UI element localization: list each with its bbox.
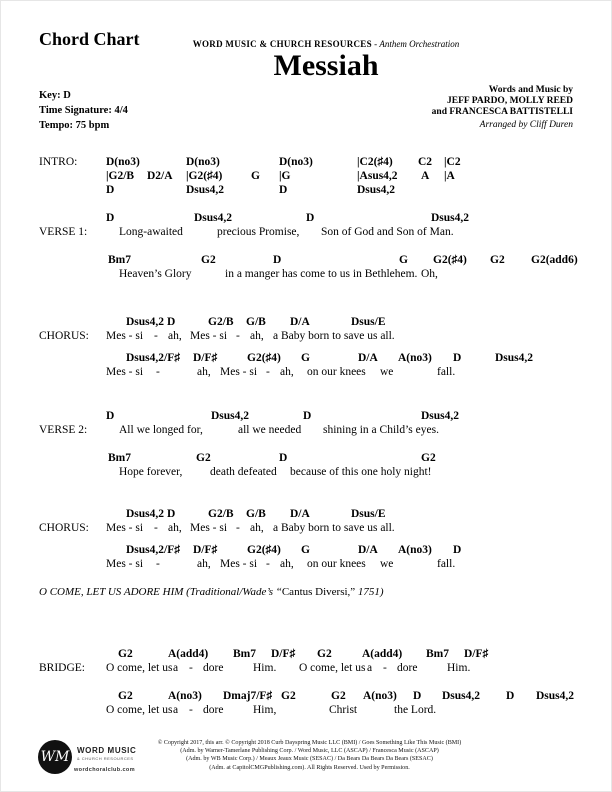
chord: Dsus4,2 — [211, 410, 250, 422]
credit-intro: Words and Music by — [488, 85, 573, 95]
chord: G — [399, 254, 408, 266]
chord: D/F♯ — [193, 544, 218, 556]
chord: A(add4) — [362, 648, 403, 660]
chord: D — [273, 254, 282, 266]
lyric-line — [1, 662, 612, 676]
lyric-segment: 1751) — [355, 586, 384, 598]
chord: D/F♯ — [464, 648, 489, 660]
time-signature-line: Time Signature: 4/4 — [39, 105, 128, 116]
chord: Dsus4,2 — [194, 212, 233, 224]
chord: Bm7 — [108, 254, 131, 266]
chord: D2/A — [147, 170, 173, 182]
lyric-segment: a — [173, 662, 179, 674]
lyric-line — [1, 226, 612, 240]
chord: G2(add6) — [531, 254, 578, 266]
lyric-segment: Christ — [329, 704, 358, 716]
note-line — [1, 586, 612, 600]
chord: G2 — [118, 690, 133, 702]
logo-website: wordchoralclub.com — [74, 767, 135, 773]
publisher-separator: - — [371, 39, 380, 49]
lyric-line — [1, 330, 612, 344]
chord: |G — [279, 170, 291, 182]
chord: D — [306, 212, 315, 224]
chord: Dsus/E — [351, 316, 386, 328]
lyric-segment: Him. — [253, 662, 277, 674]
chord: G2 — [317, 648, 332, 660]
section-label: CHORUS: — [39, 522, 89, 534]
lyric-segment: Mes - si — [106, 558, 144, 570]
chord-line — [1, 316, 612, 330]
lyric-segment: - — [266, 366, 270, 378]
publisher-line — [81, 39, 571, 49]
chord: D — [106, 212, 115, 224]
chord: |A — [444, 170, 455, 182]
lyric-segment: dore — [203, 704, 224, 716]
lyric-segment: Him. — [447, 662, 471, 674]
lyric-segment: Mes - si — [220, 366, 258, 378]
chord: G2 — [421, 452, 436, 464]
chord: D — [506, 690, 515, 702]
credits-block — [432, 85, 573, 131]
credit-authors-2: and FRANCESCA BATTISTELLI — [431, 107, 573, 117]
lyric-segment: we — [380, 366, 394, 378]
lyric-segment: Mes - si — [190, 522, 228, 534]
chord: |C2(♯4) — [357, 156, 393, 168]
chord: D/F♯ — [271, 648, 296, 660]
word-music-logo-icon: WM — [38, 740, 72, 774]
lyric-segment: because of this one holy night! — [290, 466, 432, 478]
lyric-segment: Mes - si — [106, 330, 144, 342]
lyric-segment: Mes - si — [220, 558, 258, 570]
lyric-segment: Son of God and Son of Man. — [321, 226, 454, 238]
lyric-segment: ah, — [250, 522, 264, 534]
publisher-name: WORD MUSIC & CHURCH RESOURCES — [192, 39, 372, 49]
chord: A(no3) — [398, 352, 432, 364]
chord: G2/B — [208, 508, 234, 520]
lyric-segment: ah, — [168, 522, 182, 534]
chord: D — [106, 184, 115, 196]
lyric-segment: ah, — [250, 330, 264, 342]
lyric-segment: on our knees — [307, 366, 366, 378]
chord: A(no3) — [168, 690, 202, 702]
lyric-segment: the Lord. — [394, 704, 437, 716]
chord: Dsus4,2/F♯ — [126, 544, 180, 556]
lyric-segment: has come to us in Bethlehem. — [282, 268, 418, 280]
lyric-segment: Long-awaited — [119, 226, 183, 238]
chord: G2 — [331, 690, 346, 702]
chord: D — [167, 508, 176, 520]
logo-text-block — [77, 746, 136, 761]
chord-line — [1, 156, 612, 170]
lyric-segment: - — [266, 558, 270, 570]
chord: D — [453, 544, 462, 556]
lyric-segment: - — [236, 522, 240, 534]
lyric-segment: ah, — [168, 330, 182, 342]
tempo-line: Tempo: 75 bpm — [39, 120, 110, 131]
lyric-segment: - — [154, 330, 158, 342]
lyric-segment: Heaven’s Glory — [119, 268, 192, 280]
chord: G — [301, 352, 310, 364]
chord: A(add4) — [168, 648, 209, 660]
chord: A(no3) — [398, 544, 432, 556]
lyric-segment: Him, — [253, 704, 277, 716]
chord: D/A — [358, 352, 378, 364]
chord: Dmaj7/F♯ — [223, 690, 273, 702]
chord-line — [1, 452, 612, 466]
chord: G2(♯4) — [247, 544, 281, 556]
chord-line — [1, 254, 612, 268]
lyric-line — [1, 424, 612, 438]
lyric-segment: - — [236, 330, 240, 342]
lyric-segment: a Baby born to save us all. — [273, 522, 395, 534]
chord: Dsus4,2 — [495, 352, 534, 364]
credit-authors-1: JEFF PARDO, MOLLY REED — [447, 96, 573, 106]
lyric-segment: - — [156, 366, 160, 378]
chord: Bm7 — [108, 452, 131, 464]
chord: G — [301, 544, 310, 556]
lyric-segment: shining in a Child’s eyes. — [323, 424, 439, 436]
lyric-line — [1, 558, 612, 572]
chord: G — [251, 170, 260, 182]
key-line: Key: D — [39, 90, 71, 101]
lyric-segment: precious Promise, — [217, 226, 300, 238]
lyric-segment: O come, let us — [106, 704, 173, 716]
chord: |Asus4,2 — [357, 170, 398, 182]
lyric-segment: a — [173, 704, 179, 716]
lyric-segment: on our knees — [307, 558, 366, 570]
lyric-segment: O come, let us — [299, 662, 366, 674]
chord: G2 — [118, 648, 133, 660]
song-title: Messiah — [273, 49, 379, 82]
chord: G2 — [490, 254, 505, 266]
chord-line — [1, 508, 612, 522]
section-label: CHORUS: — [39, 330, 89, 342]
lyric-segment: Hope forever, — [119, 466, 183, 478]
chord: D/F♯ — [193, 352, 218, 364]
lyric-segment: ah, — [280, 558, 294, 570]
chord: Dsus4,2 — [126, 316, 165, 328]
lyric-segment: all we needed — [238, 424, 302, 436]
series-name: Anthem Orchestration — [379, 39, 460, 49]
section-label: INTRO: — [39, 156, 78, 168]
chord: Dsus4,2 — [536, 690, 575, 702]
lyric-segment: Cantus Diversi,” — [281, 586, 356, 598]
chord: G2 — [281, 690, 296, 702]
lyric-segment: ah, — [280, 366, 294, 378]
chord: G/B — [246, 316, 266, 328]
chord-line — [1, 648, 612, 662]
chord: D/A — [290, 508, 310, 520]
chord-line — [1, 170, 612, 184]
section-label: VERSE 2: — [39, 424, 88, 436]
chord: G/B — [246, 508, 266, 520]
chord: Dsus4,2 — [186, 184, 225, 196]
copyright-line: (Adm. by WB Music Corp.) / Meaux Jeaux Music (SESAC) / Da Bears Da Bears Da Bears (SESAC) — [186, 756, 433, 763]
chord: D(no3) — [186, 156, 220, 168]
chord-line — [1, 212, 612, 226]
lyric-segment: - — [156, 558, 160, 570]
lyric-segment: ah, — [197, 558, 211, 570]
lyric-segment: O COME, LET US ADORE HIM (Traditional/Wade’s “ — [39, 586, 282, 598]
chord: Bm7 — [426, 648, 449, 660]
chord: |C2 — [444, 156, 461, 168]
lyric-line — [1, 268, 612, 282]
lyric-segment: Mes - si — [106, 366, 144, 378]
copyright-line: © Copyright 2017, this arr. © Copyright 2018 Curb Dayspring Music LLC (BMI) / Goes Something Like This Music (BMI) — [157, 740, 462, 746]
chord: D — [106, 410, 115, 422]
copyright-block — [137, 739, 482, 772]
lyric-segment: - — [189, 662, 193, 674]
copyright-line: (Adm. at CapitolCMGPublishing.com). All Rights Reserved. Used by Permission. — [209, 764, 410, 771]
section-label: BRIDGE: — [39, 662, 85, 674]
chord: G2(♯4) — [247, 352, 281, 364]
lyric-segment: - — [154, 522, 158, 534]
chord: D/A — [358, 544, 378, 556]
logo-subtitle: & CHURCH RESOURCES — [77, 756, 134, 761]
chord-line — [1, 544, 612, 558]
lyric-segment: fall. — [437, 366, 456, 378]
lyric-segment: Mes - si — [106, 522, 144, 534]
chord-line — [1, 352, 612, 366]
chord: G2 — [201, 254, 216, 266]
chord: D/A — [290, 316, 310, 328]
chord: Dsus4,2 — [357, 184, 396, 196]
chord: G2/B — [208, 316, 234, 328]
lyric-segment: Oh, — [421, 268, 438, 280]
lyric-segment: Mes - si — [190, 330, 228, 342]
chord: G2 — [196, 452, 211, 464]
lyric-line — [1, 466, 612, 480]
lyric-segment: we — [380, 558, 394, 570]
lyric-segment: dore — [203, 662, 224, 674]
section-label: VERSE 1: — [39, 226, 88, 238]
chord-line — [1, 184, 612, 198]
chord: Dsus4,2 — [431, 212, 470, 224]
chord: D — [303, 410, 312, 422]
chord-line — [1, 690, 612, 704]
lyric-segment: ah, — [197, 366, 211, 378]
chord: Bm7 — [233, 648, 256, 660]
chord: D(no3) — [279, 156, 313, 168]
lyric-line — [1, 704, 612, 718]
chord: D — [413, 690, 422, 702]
chord: |G2/B — [106, 170, 135, 182]
chord: D(no3) — [106, 156, 140, 168]
lyric-segment: fall. — [437, 558, 456, 570]
copyright-line: (Adm. by Warner-Tamerlane Publishing Corp. / Word Music, LLC (ASCAP) / Francesca Music (ASCAP) — [180, 748, 439, 755]
lyric-segment: O come, let us — [106, 662, 173, 674]
chord: Dsus/E — [351, 508, 386, 520]
chord: Dsus4,2 — [126, 508, 165, 520]
chord-line — [1, 410, 612, 424]
song-meta-block — [39, 88, 128, 133]
chord: D — [167, 316, 176, 328]
lyric-segment: a Baby born to save us all. — [273, 330, 395, 342]
lyric-line — [1, 366, 612, 380]
chord: Dsus4,2/F♯ — [126, 352, 180, 364]
doc-type-heading: Chord Chart — [39, 29, 140, 49]
chord: G2(♯4) — [433, 254, 467, 266]
lyric-segment: All we longed for, — [119, 424, 203, 436]
lyric-segment: in a manger — [225, 268, 280, 280]
chord: Dsus4,2 — [421, 410, 460, 422]
lyric-segment: death defeated — [210, 466, 277, 478]
lyric-segment: - — [189, 704, 193, 716]
chord: C2 — [418, 156, 433, 168]
arranger-line: Arranged by Cliff Duren — [479, 120, 573, 130]
lyric-segment: dore — [397, 662, 418, 674]
chord: A(no3) — [363, 690, 397, 702]
lyric-segment: a — [367, 662, 373, 674]
chord: Dsus4,2 — [442, 690, 481, 702]
chord: D — [279, 184, 288, 196]
lyric-segment: - — [383, 662, 387, 674]
logo-name: WORD MUSIC — [77, 746, 137, 755]
chord: D — [279, 452, 288, 464]
chord: |G2(♯4) — [186, 170, 223, 182]
chord: A — [421, 170, 430, 182]
lyric-line — [1, 522, 612, 536]
chord: D — [453, 352, 462, 364]
